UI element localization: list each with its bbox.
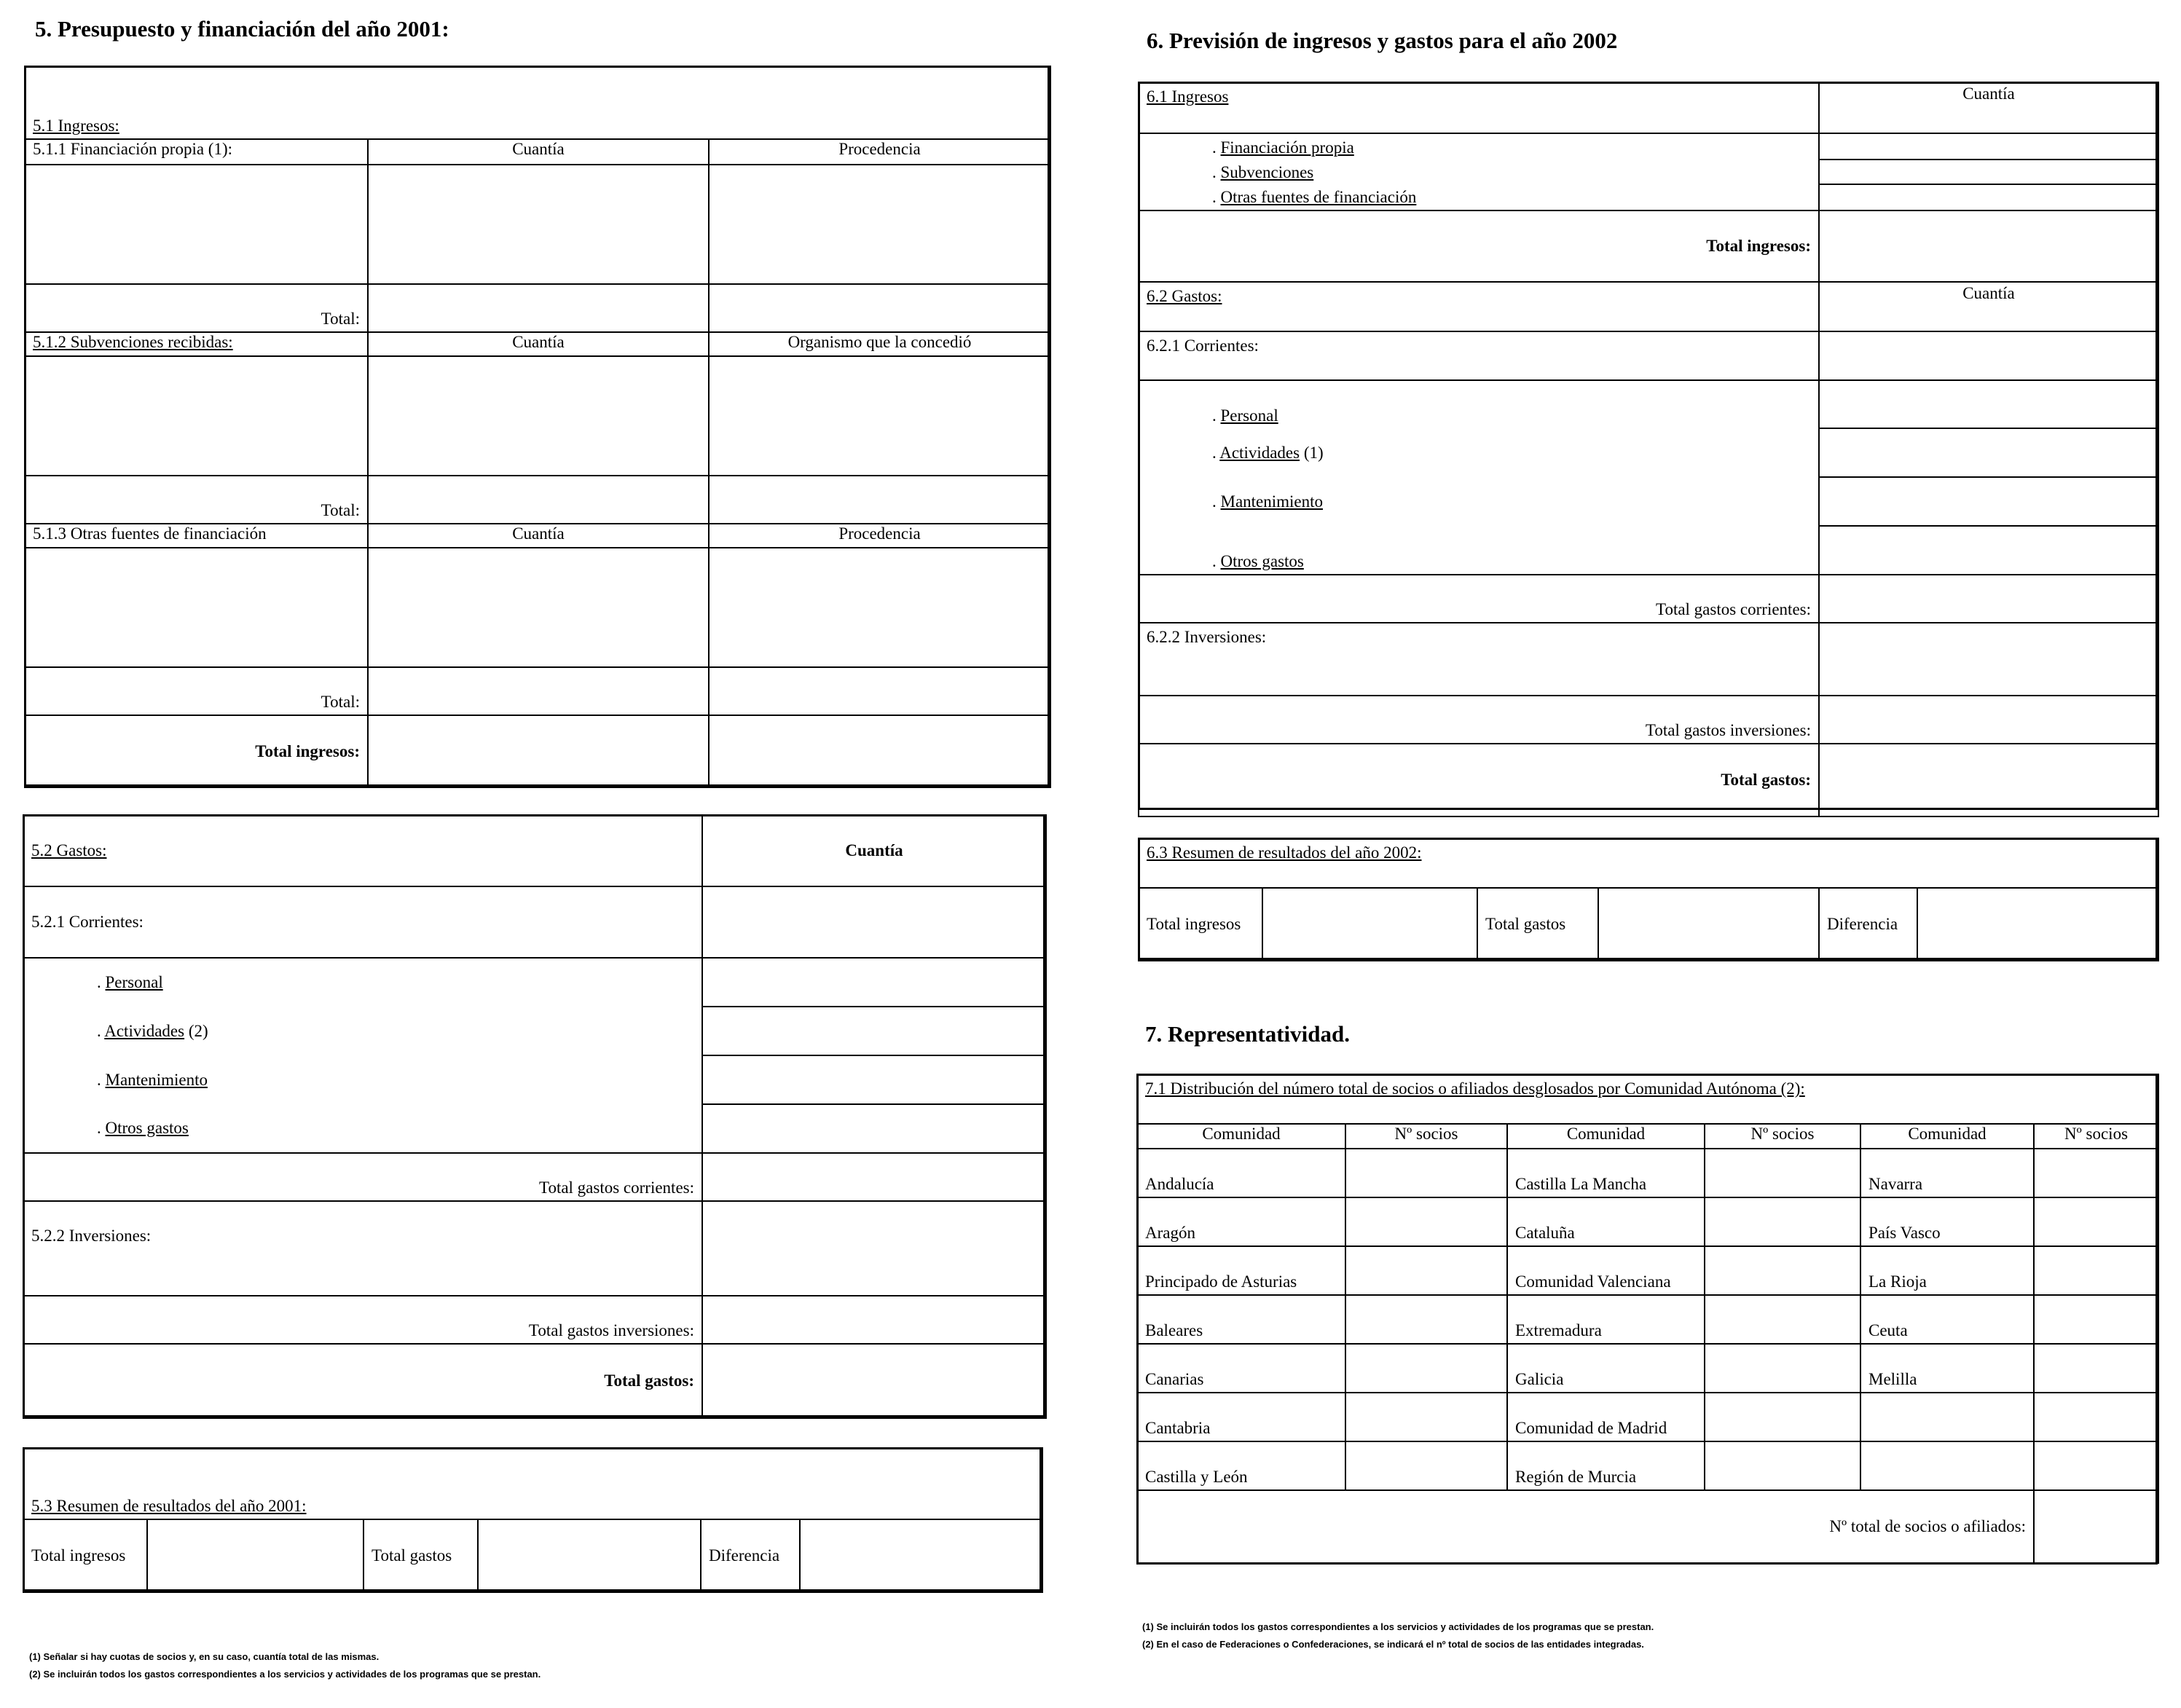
comunidad-header-1: Comunidad xyxy=(1137,1124,1345,1149)
ingresos-2002-cuantia-cells xyxy=(1819,133,2158,210)
socios-cell[interactable] xyxy=(1705,1441,1860,1490)
socios-cell[interactable] xyxy=(1705,1246,1860,1295)
gasto-mantenimiento-2001: . Mantenimiento xyxy=(23,1055,702,1104)
socios-cell[interactable] xyxy=(1345,1149,1507,1197)
socios-cell[interactable] xyxy=(1345,1295,1507,1344)
gasto-actividades-2001: . Actividades (2) xyxy=(23,1007,702,1055)
socios-cell[interactable] xyxy=(1345,1441,1507,1490)
comunidad-header-2: Comunidad xyxy=(1507,1124,1705,1149)
corrientes-2001-cell[interactable] xyxy=(702,886,1046,958)
socios-header-2: Nº socios xyxy=(1705,1124,1860,1149)
socios-cell[interactable] xyxy=(1705,1393,1860,1441)
ingresos-2001-title: 5.1 Ingresos: xyxy=(25,66,1050,139)
inversiones-2001-label: 5.2.2 Inversiones: xyxy=(23,1201,702,1296)
gasto-otros-2002-cell[interactable] xyxy=(1819,526,2158,575)
comunidad-name: Melilla xyxy=(1860,1344,2034,1393)
total-inversiones-2001-cell[interactable] xyxy=(702,1296,1046,1344)
section-6-heading: 6. Previsión de ingresos y gastos para el año 2002 xyxy=(1147,28,1618,53)
ingreso-subvenciones-2002: Subvenciones xyxy=(1220,163,1314,181)
total-socios-label: Nº total de socios o afiliados: xyxy=(1137,1490,2034,1563)
ingreso-financiacion-propia-2002: Financiación propia xyxy=(1220,138,1354,157)
resumen-2001-table xyxy=(23,1447,1043,1593)
socios-cell[interactable] xyxy=(2034,1344,2158,1393)
inversiones-2001-cell[interactable] xyxy=(702,1201,1046,1296)
subvenciones-total-cell[interactable] xyxy=(368,476,709,524)
gasto-personal-2002-label: Personal xyxy=(1220,406,1278,425)
right-footnote-2: (2) En el caso de Federaciones o Confederaciones, se indicará el nº total de socios de las entidades integradas. xyxy=(1142,1639,1644,1650)
financiacion-propia-cuantia-header: Cuantía xyxy=(368,139,709,165)
total-inversiones-2002-label: Total gastos inversiones: xyxy=(1139,696,1819,744)
comunidad-name: Extremadura xyxy=(1507,1295,1705,1344)
socios-cell[interactable] xyxy=(1345,1344,1507,1393)
resumen-2002-ingresos-cell[interactable] xyxy=(1262,888,1477,961)
total-gastos-2002-cell[interactable] xyxy=(1819,744,2158,816)
gasto-otros-2002-label: Otros gastos xyxy=(1220,552,1304,570)
resumen-2002-table xyxy=(1138,838,2159,961)
gastos-2002-cuantia-header: Cuantía xyxy=(1819,282,2158,331)
otras-fuentes-total-cell[interactable] xyxy=(368,667,709,715)
corrientes-2001-label: 5.2.1 Corrientes: xyxy=(23,886,702,958)
total-ingresos-2001-extra xyxy=(709,715,1050,787)
left-footnote-2: (2) Se incluirán todos los gastos correspondientes a los servicios y actividades de los programas que se prestan. xyxy=(29,1669,541,1680)
total-gastos-2002-label: Total gastos: xyxy=(1139,744,1819,816)
right-footnote-1: (1) Se incluirán todos los gastos correspondientes a los servicios y actividades de los programas que se prestan. xyxy=(1142,1621,1654,1632)
comunidad-name: Aragón xyxy=(1137,1197,1345,1246)
comunidad-name: Andalucía xyxy=(1137,1149,1345,1197)
socios-cell[interactable] xyxy=(2034,1197,2158,1246)
comunidad-name: Ceuta xyxy=(1860,1295,2034,1344)
gasto-actividades-2002-label: Actividades xyxy=(1219,443,1300,462)
gasto-otros-2001: . Otros gastos xyxy=(23,1104,702,1153)
total-corrientes-2001-label: Total gastos corrientes: xyxy=(23,1153,702,1201)
gasto-mantenimiento-2002: . Mantenimiento xyxy=(1139,477,1819,526)
gastos-2001-cuantia-header: Cuantía xyxy=(702,815,1046,886)
comunidad-name: Principado de Asturias xyxy=(1137,1246,1345,1295)
ingresos-2002-items: . Financiación propia . Subvenciones . Otras fuentes de financiación xyxy=(1139,133,1819,210)
financiacion-propia-procedencia-cell[interactable] xyxy=(709,165,1050,284)
ingresos-2002-cuantia-header: Cuantía xyxy=(1819,82,2158,133)
gasto-mantenimiento-2001-label: Mantenimiento xyxy=(105,1070,208,1089)
gasto-actividades-2002-cell[interactable] xyxy=(1819,428,2158,477)
gasto-personal-2001: . Personal xyxy=(23,958,702,1007)
comunidad-name: Galicia xyxy=(1507,1344,1705,1393)
financiacion-propia-cell[interactable] xyxy=(25,165,368,284)
inversiones-2002-cell[interactable] xyxy=(1819,623,2158,696)
left-footnotes xyxy=(29,1648,1034,1683)
gasto-personal-2001-label: Personal xyxy=(105,973,163,991)
financiacion-propia-cuantia-cell[interactable] xyxy=(368,165,709,284)
representatividad-table xyxy=(1136,1074,2159,1564)
socios-cell[interactable] xyxy=(2034,1246,2158,1295)
section-7-heading: 7. Representatividad. xyxy=(1145,1021,1351,1047)
socios-cell[interactable] xyxy=(1705,1149,1860,1197)
subvenciones-organismo-header: Organismo que la concedió xyxy=(709,332,1050,356)
otras-fuentes-cell[interactable] xyxy=(25,548,368,667)
socios-cell[interactable] xyxy=(1345,1197,1507,1246)
resumen-2001-ingresos-label: Total ingresos xyxy=(23,1519,147,1592)
gasto-otros-2002: . Otros gastos xyxy=(1139,526,1819,575)
gasto-actividades-2001-label: Actividades xyxy=(104,1021,185,1040)
ingreso-subvenciones-2002-cell[interactable] xyxy=(1820,160,2158,185)
subvenciones-cuantia-cell[interactable] xyxy=(368,356,709,476)
resumen-2001-title: 5.3 Resumen de resultados del año 2001: xyxy=(23,1448,1042,1519)
inversiones-2002-label: 6.2.2 Inversiones: xyxy=(1139,623,1819,696)
total-ingresos-2002-label: Total ingresos: xyxy=(1139,210,1819,282)
ingreso-otras-fuentes-2002: Otras fuentes de financiación xyxy=(1220,188,1417,206)
ingresos-2002-title: 6.1 Ingresos xyxy=(1139,82,1819,133)
otras-fuentes-procedencia-header: Procedencia xyxy=(709,524,1050,548)
total-ingresos-2002-cell[interactable] xyxy=(1819,210,2158,282)
subvenciones-cell[interactable] xyxy=(25,356,368,476)
comunidad-name: Canarias xyxy=(1137,1344,1345,1393)
socios-cell[interactable] xyxy=(1345,1393,1507,1441)
comunidad-name: Navarra xyxy=(1860,1149,2034,1197)
financiacion-propia-total-extra xyxy=(709,284,1050,332)
comunidad-name: La Rioja xyxy=(1860,1246,2034,1295)
gasto-personal-2002-cell[interactable] xyxy=(1819,380,2158,428)
socios-cell[interactable] xyxy=(2034,1393,2158,1441)
total-gastos-2001-label: Total gastos: xyxy=(23,1344,702,1418)
resumen-2001-ingresos-cell[interactable] xyxy=(147,1519,364,1592)
gasto-otros-2001-label: Otros gastos xyxy=(105,1119,189,1137)
comunidad-name: Cantabria xyxy=(1137,1393,1345,1441)
total-inversiones-2001-label: Total gastos inversiones: xyxy=(23,1296,702,1344)
representatividad-title: 7.1 Distribución del número total de socios o afiliados desglosados por Comunidad Autónoma (2): xyxy=(1137,1074,2158,1124)
otras-fuentes-total-extra xyxy=(709,667,1050,715)
resumen-2002-diferencia-label: Diferencia xyxy=(1819,888,1917,961)
total-gastos-2001-cell[interactable] xyxy=(702,1344,1046,1418)
otras-fuentes-total-label: Total: xyxy=(25,667,368,715)
subvenciones-total-extra xyxy=(709,476,1050,524)
socios-cell[interactable] xyxy=(1705,1197,1860,1246)
financiacion-propia-label: 5.1.1 Financiación propia (1): xyxy=(25,139,368,165)
subvenciones-cuantia-header: Cuantía xyxy=(368,332,709,356)
subvenciones-total-label: Total: xyxy=(25,476,368,524)
gasto-mantenimiento-2002-label: Mantenimiento xyxy=(1220,492,1324,511)
socios-cell[interactable] xyxy=(1705,1295,1860,1344)
otras-fuentes-cuantia-header: Cuantía xyxy=(368,524,709,548)
total-ingresos-2001-cell[interactable] xyxy=(368,715,709,787)
socios-cell[interactable] xyxy=(1345,1246,1507,1295)
comunidad-header-3: Comunidad xyxy=(1860,1124,2034,1149)
total-corrientes-2001-cell[interactable] xyxy=(702,1153,1046,1201)
resumen-2001-diferencia-cell[interactable] xyxy=(800,1519,1042,1592)
gasto-actividades-2002: . Actividades (1) xyxy=(1139,428,1819,477)
prevision-2002-table xyxy=(1138,82,2159,817)
comunidad-name: Cataluña xyxy=(1507,1197,1705,1246)
total-inversiones-2002-cell[interactable] xyxy=(1819,696,2158,744)
financiacion-propia-procedencia-header: Procedencia xyxy=(709,139,1050,165)
resumen-2002-gastos-label: Total gastos xyxy=(1477,888,1598,961)
resumen-2001-gastos-label: Total gastos xyxy=(364,1519,478,1592)
comunidad-name: Comunidad Valenciana xyxy=(1507,1246,1705,1295)
gasto-personal-2002: . Personal xyxy=(1139,380,1819,428)
financiacion-propia-total-label: Total: xyxy=(25,284,368,332)
resumen-2001-gastos-cell[interactable] xyxy=(478,1519,701,1592)
comunidad-name xyxy=(1860,1441,2034,1490)
gastos-2001-table xyxy=(23,814,1047,1419)
socios-cell[interactable] xyxy=(2034,1441,2158,1490)
corrientes-2002-cell[interactable] xyxy=(1819,331,2158,380)
total-corrientes-2002-cell[interactable] xyxy=(1819,575,2158,623)
otras-fuentes-label: 5.1.3 Otras fuentes de financiación xyxy=(25,524,368,548)
total-corrientes-2002-label: Total gastos corrientes: xyxy=(1139,575,1819,623)
corrientes-2002-label: 6.2.1 Corrientes: xyxy=(1139,331,1819,380)
gasto-mantenimiento-2002-cell[interactable] xyxy=(1819,477,2158,526)
comunidad-name xyxy=(1860,1393,2034,1441)
gasto-mantenimiento-2001-cell[interactable] xyxy=(702,1055,1046,1104)
socios-cell[interactable] xyxy=(2034,1149,2158,1197)
ingreso-otras-fuentes-2002-cell[interactable] xyxy=(1820,185,2158,210)
total-ingresos-2001-label: Total ingresos: xyxy=(25,715,368,787)
gastos-2001-title: 5.2 Gastos: xyxy=(23,815,702,886)
comunidad-name: Castilla y León xyxy=(1137,1441,1345,1490)
otras-fuentes-cuantia-cell[interactable] xyxy=(368,548,709,667)
resumen-2002-diferencia-cell[interactable] xyxy=(1917,888,2158,961)
resumen-2002-title: 6.3 Resumen de resultados del año 2002: xyxy=(1139,838,2158,888)
socios-header-1: Nº socios xyxy=(1345,1124,1507,1149)
subvenciones-recibidas-label: 5.1.2 Subvenciones recibidas: xyxy=(25,332,368,356)
otras-fuentes-procedencia-cell[interactable] xyxy=(709,548,1050,667)
total-socios-cell[interactable] xyxy=(2034,1490,2158,1563)
resumen-2001-diferencia-label: Diferencia xyxy=(701,1519,800,1592)
comunidad-name: Región de Murcia xyxy=(1507,1441,1705,1490)
ingresos-2001-table xyxy=(24,66,1051,788)
socios-cell[interactable] xyxy=(1705,1344,1860,1393)
gasto-personal-2001-cell[interactable] xyxy=(702,958,1046,1007)
gastos-2002-title: 6.2 Gastos: xyxy=(1139,282,1819,331)
comunidad-name: Comunidad de Madrid xyxy=(1507,1393,1705,1441)
comunidad-name: Baleares xyxy=(1137,1295,1345,1344)
gasto-actividades-2001-cell[interactable] xyxy=(702,1007,1046,1055)
socios-cell[interactable] xyxy=(2034,1295,2158,1344)
subvenciones-organismo-cell[interactable] xyxy=(709,356,1050,476)
right-footnotes xyxy=(1142,1618,2162,1653)
socios-header-3: Nº socios xyxy=(2034,1124,2158,1149)
financiacion-propia-total-cell[interactable] xyxy=(368,284,709,332)
gasto-actividades-2001-note: (2) xyxy=(188,1021,208,1040)
gasto-actividades-2002-note: (1) xyxy=(1303,443,1324,462)
ingreso-financiacion-propia-2002-cell[interactable] xyxy=(1820,134,2158,160)
comunidad-name: Castilla La Mancha xyxy=(1507,1149,1705,1197)
left-footnote-1: (1) Señalar si hay cuotas de socios y, en su caso, cuantía total de las mismas. xyxy=(29,1651,380,1662)
section-5-heading: 5. Presupuesto y financiación del año 2001: xyxy=(35,16,449,42)
resumen-2002-gastos-cell[interactable] xyxy=(1598,888,1819,961)
resumen-2002-ingresos-label: Total ingresos xyxy=(1139,888,1262,961)
comunidad-name: País Vasco xyxy=(1860,1197,2034,1246)
gasto-otros-2001-cell[interactable] xyxy=(702,1104,1046,1153)
